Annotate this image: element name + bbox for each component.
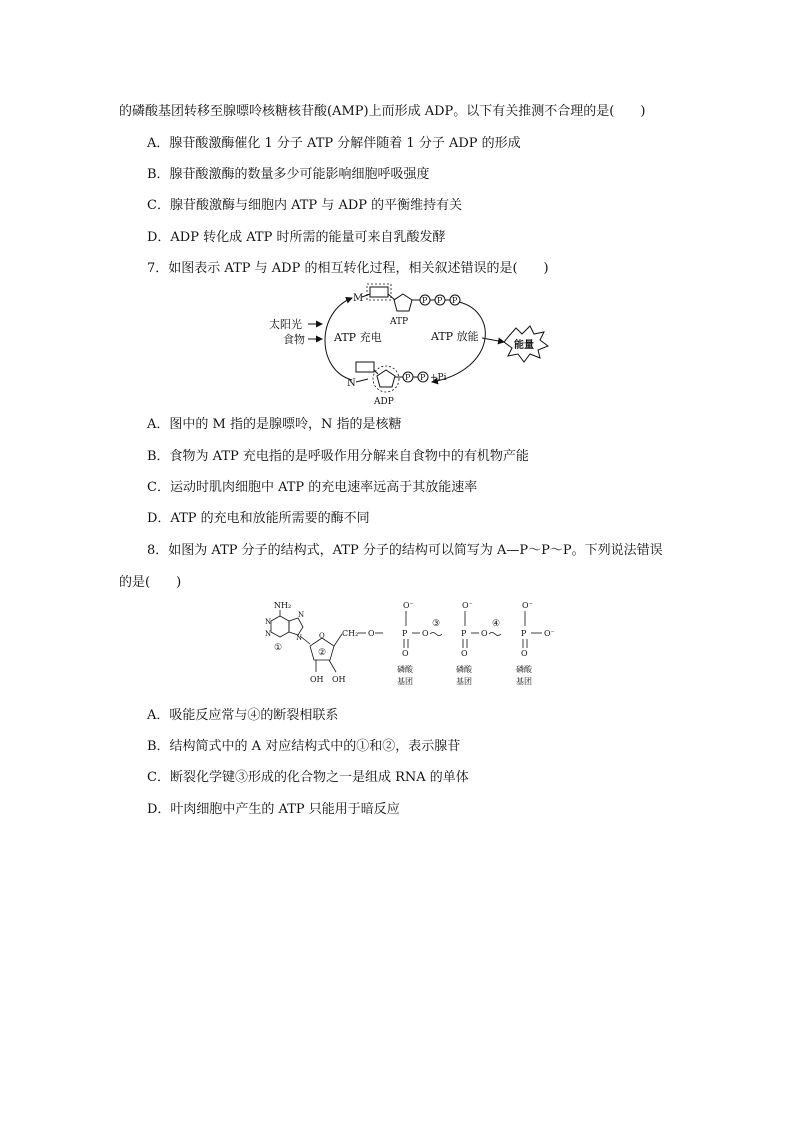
input-sunlight-label: 太阳光 [269, 318, 302, 331]
phosphate-label-1b: 基团 [397, 677, 413, 686]
n-label-2: N [265, 630, 272, 638]
energy-arrow [482, 338, 504, 342]
q7-option-d: D．ATP 的充电和放能所需要的酶不同 [147, 511, 370, 526]
release-label: ATP 放能 [431, 330, 479, 343]
atp-adp-cycle-figure [264, 282, 574, 410]
q7-option-c: C．运动时肌肉细胞中 ATP 的充电速率远高于其放能速率 [147, 480, 478, 495]
energy-label: 能量 [514, 340, 534, 351]
adenine-pentagon [289, 618, 303, 635]
oh-label-1: OH [310, 675, 324, 684]
q6-option-a: A．腺苷酸激酶催化 1 分子 ATP 分解伴随着 1 分子 ADP 的形成 [147, 136, 521, 151]
adp-pi: +Pi [430, 373, 447, 383]
q8-option-c: C．断裂化学键③形成的化合物之一是组成 RNA 的单体 [147, 770, 469, 785]
phosphate-label-2b: 基团 [456, 677, 472, 686]
phosphate-label-2a: 磷酸 [456, 665, 472, 674]
input-food-label: 食物 [283, 333, 305, 346]
circled-1-label: ① [274, 643, 283, 653]
nh2-label: NH₂ [274, 601, 292, 610]
adp-p2: P [420, 373, 426, 382]
high-energy-bond-3 [430, 633, 442, 636]
adenine-dashed-atp [367, 284, 391, 300]
circled-2-label: ② [318, 648, 327, 658]
p2-top-o: O⁻ [462, 601, 473, 610]
label-adp: ADP [374, 397, 394, 407]
circled-4-label: ④ [492, 619, 501, 629]
q6-option-d: D．ADP 转化成 ATP 时所需的能量可来自乳酸发酵 [147, 230, 446, 245]
p3-bottom-o: O [521, 649, 528, 658]
label-n: N [347, 378, 356, 389]
label-m: M [353, 293, 364, 304]
p3-label: P [521, 629, 527, 638]
q6-stem-tail: 的磷酸基团转移至腺嘌呤核糖核苷酸(AMP)上而形成 ADP。以下有关推测不合理的是( ) [119, 104, 646, 119]
adenine-box-adp [356, 362, 374, 372]
q7-option-a: A．图中的 M 指的是腺嘌呤，N 指的是核糖 [147, 417, 402, 432]
bridge-o-1: O [368, 629, 375, 638]
ribose-pentagon-adp [377, 370, 395, 387]
n-label-1: N [265, 618, 272, 626]
q7-stem: 7．如图表示 ATP 与 ADP 的相互转化过程，相关叙述错误的是( ) [147, 261, 549, 276]
n-label-3: N [298, 611, 305, 619]
p1-top-o: O⁻ [403, 601, 414, 610]
q8-option-b: B．结构简式中的 A 对应结构式中的①和②，表示腺苷 [147, 739, 461, 754]
q8-stem-line-1: 8．如图为 ATP 分子的结构式，ATP 分子的结构可以简写为 A—P～P～P。下列说法错误 [147, 543, 663, 558]
adp-p1: P [405, 373, 411, 382]
phosphate-label-3a: 磷酸 [516, 665, 532, 674]
q8-stem-line-2: 的是( ) [119, 575, 182, 590]
terminal-o: O⁻ [544, 629, 555, 638]
ribose-o-label: O [319, 632, 325, 640]
adenine-hexagon [271, 616, 289, 637]
high-energy-bond-4 [489, 633, 501, 636]
p1-label: P [402, 629, 408, 638]
q6-option-b: B．腺苷酸激酶的数量多少可能影响细胞呼吸强度 [147, 167, 430, 182]
n-label-4: N [296, 634, 303, 642]
q7-option-b: B．食物为 ATP 充电指的是呼吸作用分解来自食物中的有机物产能 [147, 449, 529, 464]
ribose-pentagon-atp [394, 294, 412, 311]
p3-top-o: O⁻ [522, 601, 533, 610]
adenine-box-atp [370, 287, 388, 297]
q8-option-d: D．叶肉细胞中产生的 ATP 只能用于暗反应 [147, 802, 400, 817]
p1-bottom-o: O [402, 649, 409, 658]
bridge-o-3: O [481, 629, 488, 638]
q8-option-a: A．吸能反应常与④的断裂相联系 [147, 708, 339, 723]
label-atp: ATP [390, 317, 409, 327]
circled-3-label: ③ [432, 619, 441, 629]
p2-bottom-o: O [461, 649, 468, 658]
atp-structure-figure [252, 598, 572, 694]
charge-label: ATP 充电 [334, 331, 382, 344]
atp-p3: P [452, 296, 458, 305]
bridge-o-2: O [422, 629, 429, 638]
oh-label-2: OH [332, 675, 346, 684]
q6-option-c: C．腺苷酸激酶与细胞内 ATP 与 ADP 的平衡维持有关 [147, 198, 463, 213]
atp-p2: P [437, 296, 443, 305]
atp-p1: P [422, 296, 428, 305]
phosphate-label-3b: 基团 [516, 677, 532, 686]
p2-label: P [461, 629, 467, 638]
phosphate-label-1a: 磷酸 [397, 665, 413, 674]
ch2-label: CH₂ [342, 629, 359, 638]
